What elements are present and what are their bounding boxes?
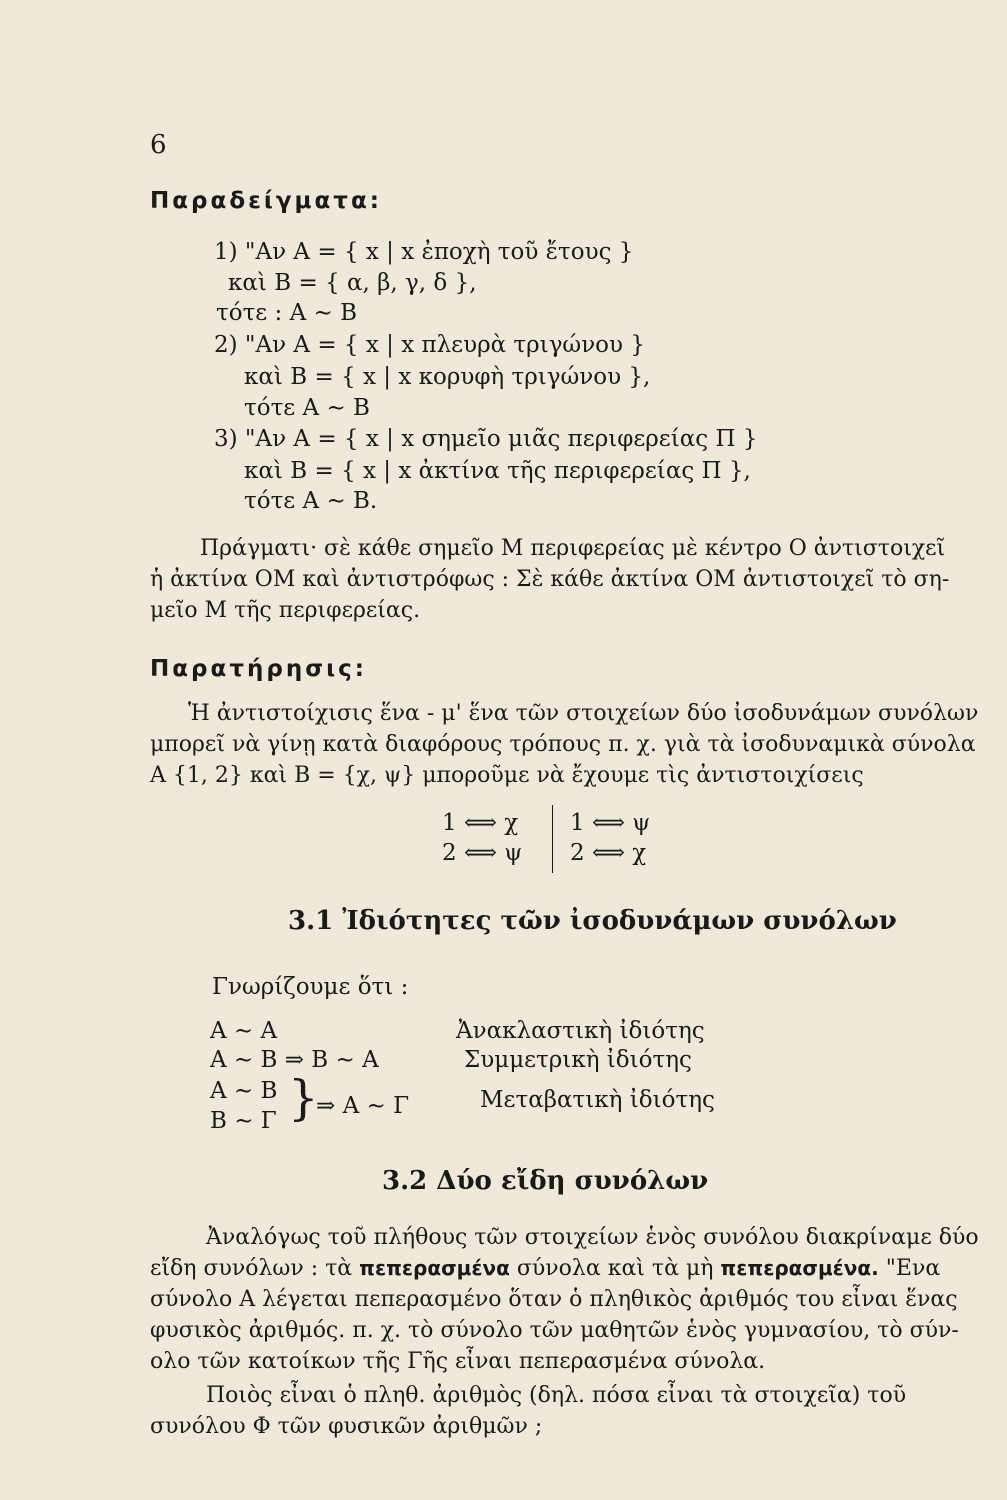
- text-line: σύνολο A λέγεται πεπερασμένο ὅταν ὁ πληθικὸς ἀριθμός του εἶναι ἕνας: [150, 1287, 958, 1312]
- text-run: σύνολα καὶ τὰ μὴ: [509, 1256, 721, 1281]
- text-line: Πράγματι· σὲ κάθε σημεῖο M περιφερείας μὲ κέντρο O ἀντιστοιχεῖ: [200, 536, 946, 561]
- text-line: ολο τῶν κατοίκων τῆς Γῆς εἶναι πεπερασμένα σύνολα.: [150, 1349, 766, 1374]
- section-title-3-2: 3.2 Δύο εἴδη συνόλων: [382, 1166, 709, 1196]
- section-paragraph: [150, 1380, 952, 1442]
- page-number: 6: [150, 130, 167, 160]
- text-line: φυσικὸς ἀριθμός. π. χ. τὸ σύνολο τῶν μαθητῶν ἑνὸς γυμνασίου, τὸ σύν-: [150, 1318, 959, 1343]
- remark-paragraph: [150, 698, 979, 791]
- section-paragraph: [150, 1222, 979, 1377]
- text-line: [150, 1253, 952, 1284]
- text-line: ἡ ἀκτίνα OM καὶ ἀντιστρόφως : Σὲ κάθε ἀκτίνα OM ἀντιστοιχεῖ τὸ ση-: [150, 567, 950, 592]
- text-line: συνόλου Φ τῶν φυσικῶν ἀριθμῶν ;: [150, 1414, 543, 1439]
- brace-symbol: }: [288, 1070, 319, 1126]
- examples-heading: Παραδείγματα:: [150, 188, 382, 214]
- text-line: μπορεῖ νὰ γίνῃ κατὰ διαφόρους τρόπους π. χ. γιὰ τὰ ἰσοδυναμικὰ σύνολα: [150, 732, 976, 757]
- transitive-result: ⇒ A ∼ Γ: [316, 1093, 410, 1119]
- mapping-right-1: 1 ⟺ ψ: [570, 810, 651, 836]
- text-line: Ποιὸς εἶναι ὁ πληθ. ἀριθμὸς (δηλ. πόσα εἶναι τὰ στοιχεῖα) τοῦ: [206, 1383, 907, 1408]
- example-line: 2) "Αν A = { x | x πλευρὰ τριγώνου }: [214, 332, 645, 358]
- text-line: Ἀναλόγως τοῦ πλήθους τῶν στοιχείων ἑνὸς συνόλου διακρίναμε δύο: [206, 1225, 979, 1250]
- text-line: Ἡ ἀντιστοίχισις ἕνα - μ' ἕνα τῶν στοιχείων δύο ἰσοδυνάμων συνόλων: [188, 701, 979, 726]
- remark-heading: Παρατήρησις:: [150, 656, 367, 682]
- bold-term: πεπερασμένα: [359, 1256, 510, 1280]
- example-line: καὶ B = { α, β, γ, δ },: [228, 270, 477, 296]
- example-line: τότε A ∼ B: [244, 395, 370, 421]
- example-line: 3) "Αν A = { x | x σημεῖο μιᾶς περιφερείας Π }: [214, 426, 758, 452]
- mapping-left-1: 1 ⟺ χ: [442, 810, 519, 836]
- property-formula: A ∼ B ⇒ B ∼ A: [210, 1047, 379, 1073]
- examples-paragraph: [150, 533, 950, 626]
- mapping-divider: [552, 805, 553, 873]
- mapping-right-2: 2 ⟺ χ: [570, 840, 647, 866]
- text-run: εἴδη συνόλων : τὰ: [150, 1256, 360, 1281]
- property-name: Συμμετρικὴ ἰδιότης: [464, 1047, 692, 1073]
- property-formula: A ∼ A: [210, 1018, 278, 1044]
- property-name: Μεταβατικὴ ἰδιότης: [480, 1087, 715, 1113]
- section-intro: Γνωρίζουμε ὅτι :: [212, 974, 409, 1000]
- transitive-premise: A ∼ B: [210, 1078, 278, 1104]
- example-line: καὶ B = { x | x κορυφὴ τριγώνου },: [244, 364, 651, 390]
- transitive-premise: B ∼ Γ: [210, 1108, 277, 1134]
- text-line: μεῖο M τῆς περιφερείας.: [150, 598, 421, 623]
- example-line: 1) "Αν A = { x | x ἐποχὴ τοῦ ἔτους }: [214, 239, 634, 265]
- mapping-left-2: 2 ⟺ ψ: [442, 840, 523, 866]
- property-name: Ἀνακλαστικὴ ἰδιότης: [456, 1018, 705, 1044]
- example-line: τότε : A ∼ B: [216, 300, 357, 326]
- text-run: "Ενα: [878, 1256, 941, 1281]
- text-line: A {1, 2} καὶ B = {χ, ψ} μποροῦμε νὰ ἔχουμε τὶς ἀντιστοιχίσεις: [150, 763, 864, 788]
- example-line: καὶ B = { x | x ἀκτίνα τῆς περιφερείας Π },: [244, 458, 751, 484]
- example-line: τότε A ∼ B.: [244, 488, 378, 514]
- section-title-3-1: 3.1 Ἰδιότητες τῶν ἰσοδυνάμων συνόλων: [288, 906, 897, 936]
- bold-term: πεπερασμένα.: [720, 1256, 879, 1280]
